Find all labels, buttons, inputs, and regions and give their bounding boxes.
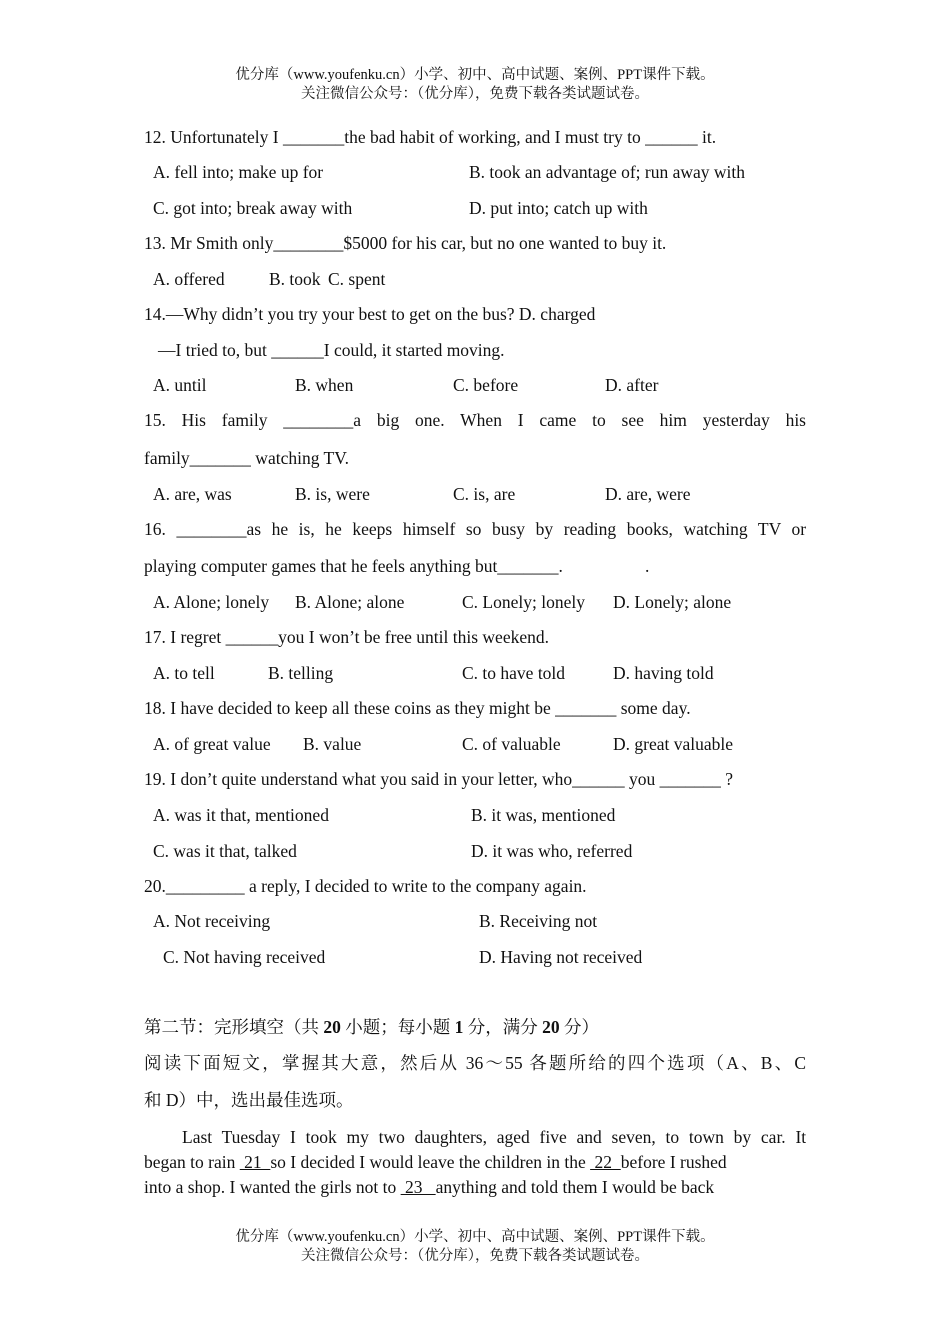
q19-option-a: A. was it that, mentioned xyxy=(153,805,329,825)
passage-word: my xyxy=(346,1127,369,1147)
header-line-1: 优分库（www.youfenku.cn）小学、初中、高中试题、案例、PPT课件下载。 xyxy=(235,67,715,83)
q13-option-c: C. spent xyxy=(328,269,386,289)
section-title-part: 分，满分 xyxy=(463,1017,543,1037)
question-17-stem: 17. I regret ______you I won’t be free until this weekend. xyxy=(144,627,549,647)
instruction-part: 各题所给的四个选项（A、B、C xyxy=(529,1053,807,1073)
blank-21: 21 xyxy=(239,1152,271,1172)
q18-option-c: C. of valuable xyxy=(462,734,561,754)
q18-option-d: D. great valuable xyxy=(613,734,734,754)
question-12-stem: 12. Unfortunately I _______the bad habit of working, and I must try to ______ it. xyxy=(144,127,717,147)
q16-word: books, xyxy=(626,519,673,539)
footer-line-1: 优分库（www.youfenku.cn）小学、初中、高中试题、案例、PPT课件下载。 xyxy=(235,1229,715,1245)
q16-word: by xyxy=(535,519,554,539)
question-16-stem xyxy=(144,518,806,540)
section-total-points: 20 xyxy=(542,1017,560,1037)
q15-word: I xyxy=(517,410,524,430)
passage-text: so I decided I would leave the children in the xyxy=(270,1152,591,1172)
passage-word: seven, xyxy=(611,1127,656,1147)
passage-text: before I rushed xyxy=(620,1152,727,1172)
q17-option-d: D. having told xyxy=(613,663,714,683)
passage-word: I xyxy=(290,1127,296,1147)
q16-word: so xyxy=(465,519,482,539)
blank-23: 23 xyxy=(400,1177,436,1197)
question-19-stem: 19. I don’t quite understand what you said in your letter, who______ you _______ ? xyxy=(144,769,734,789)
blank-22: 22 xyxy=(590,1152,621,1172)
q16-word: is, xyxy=(298,519,315,539)
section-question-count: 20 xyxy=(323,1017,341,1037)
passage-text: anything and told them I would be back xyxy=(435,1177,715,1197)
q15-option-b: B. is, were xyxy=(295,484,370,504)
q15-word: ________a xyxy=(283,410,362,430)
question-14-reply: —I tried to, but ______I could, it started moving. xyxy=(158,340,505,360)
section-2-instructions xyxy=(144,1052,806,1074)
passage-line-2 xyxy=(144,1151,806,1173)
q20-option-c: C. Not having received xyxy=(163,947,326,967)
q15-word: to xyxy=(592,410,606,430)
q15-word: see xyxy=(621,410,644,430)
passage-line-3 xyxy=(144,1176,714,1198)
passage-word: and xyxy=(576,1127,602,1147)
page-header xyxy=(0,66,950,104)
section-points-each: 1 xyxy=(454,1017,464,1037)
q12-option-d: D. put into; catch up with xyxy=(469,198,648,218)
q16-option-d: D. Lonely; alone xyxy=(613,592,732,612)
instruction-part: 36～55 xyxy=(465,1053,523,1073)
q13-option-b: B. took xyxy=(269,269,321,289)
passage-line-1 xyxy=(144,1126,806,1148)
q12-option-c: C. got into; break away with xyxy=(153,198,353,218)
q20-option-b: B. Receiving not xyxy=(479,911,598,931)
q16-word: ________as xyxy=(176,519,262,539)
q13-option-d: D. charged xyxy=(518,304,596,324)
q20-option-d: D. Having not received xyxy=(479,947,643,967)
passage-text: into a shop. I wanted the girls not to xyxy=(144,1177,401,1197)
page-footer xyxy=(0,1228,950,1266)
question-13-stem: 13. Mr Smith only________$5000 for his car, but no one wanted to buy it. xyxy=(144,233,667,253)
q16-option-b: B. Alone; alone xyxy=(295,592,405,612)
q15-word: yesterday xyxy=(702,410,770,430)
q15-word: him xyxy=(659,410,687,430)
passage-word: aged xyxy=(496,1127,530,1147)
q16-word: he xyxy=(325,519,342,539)
q15-word: big xyxy=(376,410,400,430)
question-18-stem: 18. I have decided to keep all these coins as they might be _______ some day. xyxy=(144,698,691,718)
passage-word: town xyxy=(688,1127,724,1147)
q14-option-c: C. before xyxy=(453,375,519,395)
q16-word: 16. xyxy=(144,519,166,539)
q15-option-a: A. are, was xyxy=(153,484,232,504)
q16-word: himself xyxy=(402,519,456,539)
question-15-stem xyxy=(144,409,806,431)
question-20-stem: 20._________ a reply, I decided to write to the company again. xyxy=(144,876,587,896)
q14-stem-text: 14.—Why didn’t you try your best to get on the bus? xyxy=(144,304,515,324)
question-16-line2: playing computer games that he feels anything but_______. xyxy=(144,556,563,576)
section-title-part: 小题；每小题 xyxy=(340,1017,455,1037)
q17-option-b: B. telling xyxy=(268,663,334,683)
q15-option-c: C. is, are xyxy=(453,484,516,504)
q18-option-a: A. of great value xyxy=(153,734,271,754)
passage-word: five xyxy=(539,1127,567,1147)
section-2-instructions-line2: 和 D）中，选出最佳选项。 xyxy=(144,1090,354,1110)
q15-word: one. xyxy=(415,410,445,430)
passage-word: It xyxy=(795,1127,807,1147)
q16-word: reading xyxy=(563,519,617,539)
q15-word: family xyxy=(221,410,268,430)
q14-option-b: B. when xyxy=(295,375,354,395)
q16-option-c: C. Lonely; lonely xyxy=(462,592,585,612)
q18-option-b: B. value xyxy=(303,734,362,754)
q12-option-b: B. took an advantage of; run away with xyxy=(469,162,746,182)
passage-word: Last xyxy=(182,1127,213,1147)
passage-word: daughters, xyxy=(414,1127,487,1147)
passage-word: car. xyxy=(760,1127,786,1147)
section-2-title xyxy=(144,1016,599,1038)
section-title-part: 第二节：完形填空（共 xyxy=(144,1017,324,1037)
q14-option-d: D. after xyxy=(605,375,659,395)
section-title-part: 分） xyxy=(559,1017,599,1037)
q16-word: TV xyxy=(757,519,781,539)
passage-word: two xyxy=(378,1127,405,1147)
q15-word: his xyxy=(785,410,806,430)
q15-word: His xyxy=(181,410,206,430)
q20-option-a: A. Not receiving xyxy=(153,911,271,931)
passage-word: Tuesday xyxy=(221,1127,281,1147)
q14-option-a: A. until xyxy=(153,375,207,395)
q16-word: busy xyxy=(492,519,526,539)
q16-word: watching xyxy=(683,519,748,539)
q13-option-a: A. offered xyxy=(153,269,225,289)
q15-word: 15. xyxy=(144,410,166,430)
q16-option-a: A. Alone; lonely xyxy=(153,592,270,612)
passage-word: by xyxy=(733,1127,752,1147)
question-15-line2: family_______ watching TV. xyxy=(144,448,349,468)
q15-option-d: D. are, were xyxy=(605,484,691,504)
q17-option-a: A. to tell xyxy=(153,663,215,683)
q17-option-c: C. to have told xyxy=(462,663,566,683)
passage-word: to xyxy=(665,1127,680,1147)
q15-word: came xyxy=(539,410,577,430)
q15-word: When xyxy=(460,410,502,430)
passage-text: began to rain xyxy=(144,1152,240,1172)
q19-option-c: C. was it that, talked xyxy=(153,841,297,861)
q16-word: or xyxy=(791,519,807,539)
q16-word: keeps xyxy=(352,519,393,539)
q12-option-a: A. fell into; make up for xyxy=(153,162,324,182)
q19-option-d: D. it was who, referred xyxy=(471,841,633,861)
question-14-stem xyxy=(144,303,595,325)
q16-word: he xyxy=(271,519,289,539)
instruction-part: 阅读下面短文，掌握其大意，然后从 xyxy=(144,1053,460,1073)
passage-word: took xyxy=(305,1127,337,1147)
header-line-2: 关注微信公众号：（优分库），免费下载各类试题试卷。 xyxy=(301,86,649,102)
q16-dot: . xyxy=(645,556,650,576)
q19-option-b: B. it was, mentioned xyxy=(471,805,616,825)
footer-line-2: 关注微信公众号：（优分库），免费下载各类试题试卷。 xyxy=(301,1248,649,1264)
